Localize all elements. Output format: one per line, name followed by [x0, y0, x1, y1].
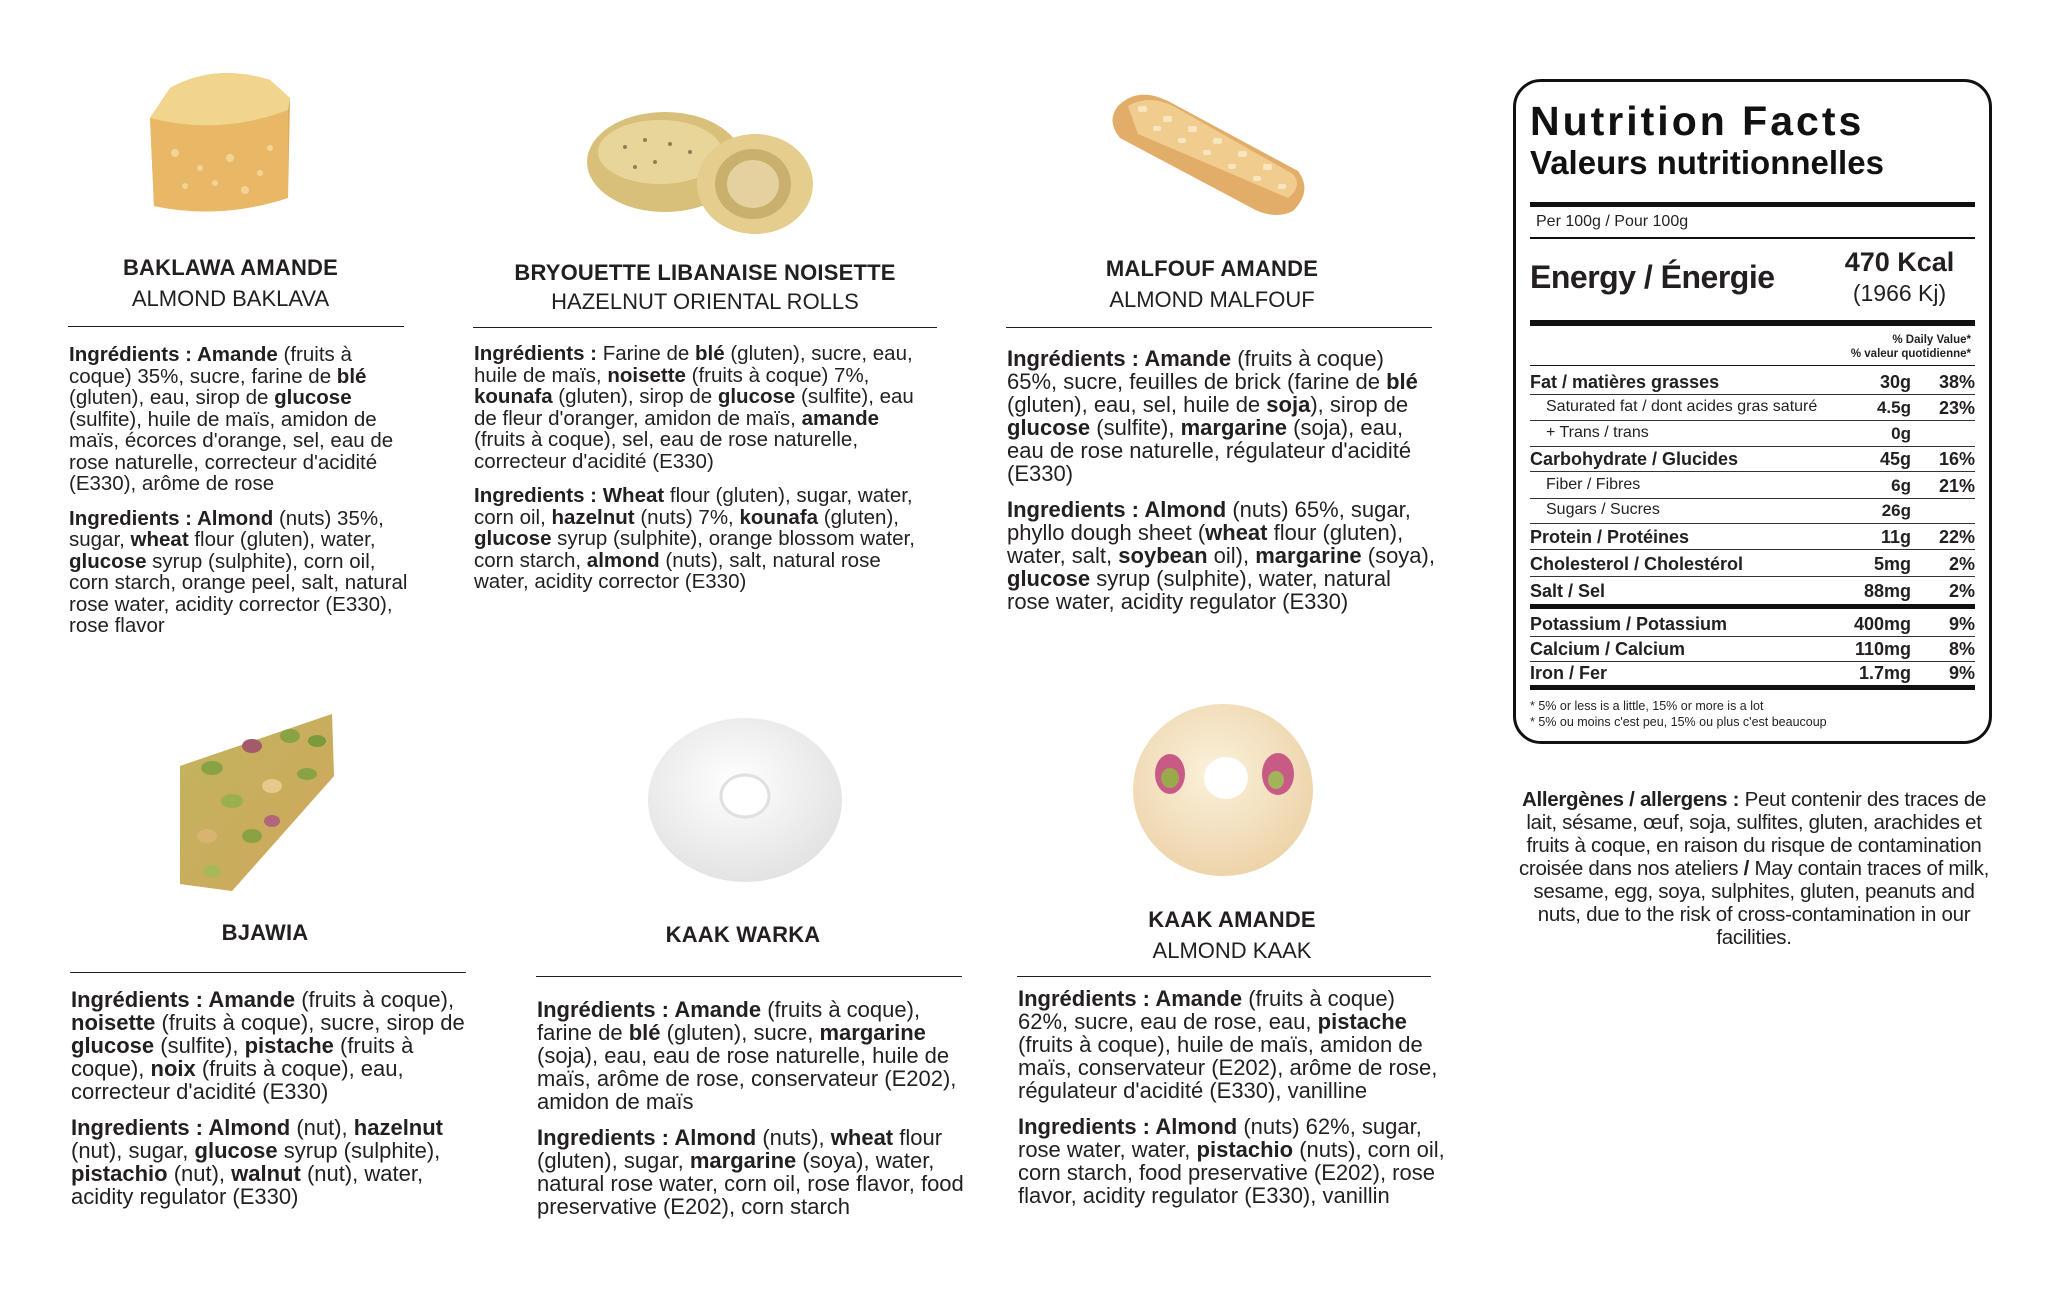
serving-size: Per 100g / Pour 100g [1536, 213, 1689, 230]
ingredient-text: (fruits à coque), farine de [537, 997, 921, 1045]
row-divider [1530, 523, 1975, 524]
divider [70, 972, 466, 973]
divider [1530, 237, 1975, 239]
ingredient-highlight: pistachio [1196, 1137, 1294, 1162]
nutrient-amount: 11g [1880, 527, 1911, 547]
divider [1530, 365, 1975, 366]
ingredient-highlight: Ingrédients : [537, 997, 675, 1022]
divider-thick [1530, 685, 1975, 690]
ingredient-highlight: amande [801, 406, 880, 430]
nutrient-amount: 110mg [1854, 639, 1911, 659]
ingredient-text: Farine de [602, 342, 696, 365]
nutrient-percent: 2% [1948, 554, 1975, 574]
footnote-en: * 5% or less is a little, 15% or more is a lot [1530, 699, 1764, 713]
ingredient-highlight: wheat [830, 1125, 894, 1150]
ingredient-text: (gluten), sirop de [552, 385, 718, 408]
nutrient-amount: 45g [1879, 449, 1911, 469]
ingredient-text: (soya), water, natural rose water, corn oil, rose flavor, food preservative (E202), corn starch [537, 1148, 964, 1219]
nutrient-amount: 30g [1879, 372, 1911, 392]
ingredient-text: (sulfite), eau de fleur d'oranger, amidon de maïs, [474, 385, 914, 430]
ingredient-highlight: noisette [607, 363, 686, 387]
ingredient-text: (fruits à coque) 62%, sucre, eau de rose, eau, [1018, 986, 1395, 1034]
ingredient-text: syrup (sulphite), [277, 1138, 441, 1163]
ingredient-text: (nuts), salt, natural rose water, acidity corrector (E330) [474, 548, 881, 593]
ingredient-text: flour (gluten), water, [188, 528, 376, 551]
product-subtitle: ALMOND MALFOUF [1109, 287, 1315, 312]
ingredient-text: (gluten), eau, sel, huile de [1007, 392, 1267, 417]
ingredient-highlight: Ingredients : Wheat [474, 484, 665, 507]
nutrient-row [1530, 552, 1975, 576]
ingredient-text: flour (gluten), water, salt, [1007, 520, 1404, 568]
ingredient-highlight: Ingredients : [71, 1115, 209, 1140]
product-subtitle: ALMOND BAKLAVA [131, 286, 330, 311]
nutrient-row [1530, 661, 1975, 685]
nutrient-percent: 22% [1938, 527, 1975, 547]
ingredient-highlight: Ingrédients : [1007, 346, 1145, 371]
ingredient-highlight: margarine [819, 1020, 926, 1045]
product-title: MALFOUF AMANDE [1105, 256, 1319, 281]
ingredient-highlight: Almond [1144, 497, 1227, 522]
ingredient-highlight: Ingrédients : [69, 343, 197, 366]
ingredients-en [474, 485, 934, 593]
daily-value-en: % Daily Value* [1892, 334, 1971, 346]
ingredient-highlight: margarine [689, 1148, 797, 1173]
nutrient-label: Iron / Fer [1530, 663, 1608, 683]
ingredient-highlight: kounafa [474, 385, 553, 408]
divider-thick [1530, 320, 1975, 326]
ingredient-text: (sulfite), [1090, 415, 1181, 440]
nutrient-amount: 88mg [1863, 581, 1911, 601]
row-divider [1530, 549, 1975, 550]
ingredient-text: (nuts), corn oil, corn starch, food preservative (E202), rose flavor, acidity regulator (E330), vanillin [1018, 1137, 1445, 1208]
ingredient-highlight: glucose [717, 385, 796, 408]
ingredient-highlight: almond [586, 548, 660, 572]
nutrient-percent: 21% [1938, 476, 1975, 496]
nutrient-row [1530, 370, 1975, 394]
ingredient-highlight: Ingredients : [1018, 1114, 1156, 1139]
product-subtitle: HAZELNUT ORIENTAL ROLLS [551, 289, 859, 314]
ingredient-highlight: pistache [244, 1033, 334, 1058]
ingredient-highlight: Almond [1155, 1114, 1238, 1139]
nutrient-percent: 23% [1938, 398, 1975, 418]
ingredient-highlight: blé [628, 1020, 661, 1045]
ingredient-text: syrup (sulphite), orange blossom water, corn starch, [474, 527, 915, 572]
product-title: KAAK AMANDE [1148, 907, 1316, 932]
nutrient-row [1530, 525, 1975, 549]
nutrient-label: Salt / Sel [1530, 581, 1606, 601]
nutrient-row [1530, 637, 1975, 661]
ingredient-text: (nut), [167, 1161, 232, 1186]
ingredients-fr [537, 998, 977, 1113]
nutrient-percent: 9% [1948, 614, 1975, 634]
divider [473, 327, 937, 328]
ingredient-text: (nuts) 35%, sugar, [69, 506, 384, 551]
ingredients-block [474, 343, 934, 606]
ingredient-highlight: glucose [194, 1138, 278, 1163]
nutrient-label: + Trans / trans [1546, 424, 1649, 441]
bryouette-image [585, 92, 825, 242]
ingredients-block [69, 344, 414, 650]
nutrient-amount: 4.5g [1876, 398, 1911, 417]
ingredient-highlight: Ingredients : [69, 506, 197, 530]
ingredient-highlight: Amande [1144, 346, 1232, 371]
ingredient-text: (nut), [290, 1115, 354, 1140]
ingredient-text: (nuts), [756, 1125, 831, 1150]
nutrient-percent: 8% [1948, 639, 1975, 659]
ingredients-block [71, 988, 471, 1221]
nutrient-amount: 5mg [1873, 554, 1911, 574]
ingredient-text: (fruits à coque) 35%, sucre, farine de [69, 343, 352, 388]
ingredient-text: (gluten), eau, sirop de [69, 386, 275, 409]
ingredient-text: (nuts) 7%, [634, 505, 740, 529]
nutrient-row [1530, 474, 1975, 498]
ingredient-highlight: noix [150, 1056, 196, 1081]
ingredients-en [1018, 1115, 1448, 1207]
divider [1006, 327, 1432, 328]
ingredients-block [537, 998, 977, 1231]
nutrient-label: Potassium / Potassium [1530, 614, 1728, 634]
ingredients-fr [1007, 347, 1437, 485]
ingredient-text: (fruits à coque), eau, correcteur d'acidité (E330) [71, 1056, 404, 1104]
allergens-label: Allergènes / allergens : [1521, 788, 1740, 811]
ingredient-text: (gluten), sucre, eau, huile de maïs, [474, 342, 913, 387]
product-title: BJAWIA [221, 920, 309, 945]
ingredients-en [71, 1116, 471, 1208]
daily-value-header [1851, 333, 1971, 361]
ingredients-fr [474, 343, 934, 472]
ingredients-fr [1018, 987, 1448, 1102]
ingredient-highlight: Almond [196, 506, 274, 530]
ingredient-highlight: Ingrédients : [71, 987, 209, 1012]
ingredient-text: (fruits à coque), sel, eau de rose naturelle, correcteur d'acidité (E330) [474, 428, 859, 473]
ingredient-highlight: Ingrédients : [1018, 986, 1156, 1011]
ingredient-text: (fruits à coque), huile de maïs, amidon de maïs, conservateur (E202), arôme de rose, régulateur d'acidité (E330), vanilline [1018, 1032, 1438, 1103]
ingredient-text: (nuts) 65%, sugar, phyllo dough sheet ( [1007, 497, 1411, 545]
ingredient-highlight: Amande [208, 987, 296, 1012]
ingredients-block [1007, 347, 1437, 626]
ingredient-highlight: glucose [69, 549, 147, 573]
nutrient-row [1530, 579, 1975, 603]
nutrient-amount: 400mg [1853, 614, 1911, 634]
baklawa-image [130, 58, 300, 226]
row-divider [1530, 420, 1975, 421]
nutrient-row [1530, 447, 1975, 471]
ingredient-highlight: blé [1386, 369, 1418, 394]
ingredient-highlight: glucose [71, 1033, 155, 1058]
nutrient-amount: 26g [1881, 501, 1911, 520]
ingredient-highlight: margarine [1180, 415, 1287, 440]
ingredient-highlight: glucose [274, 386, 352, 409]
divider-thick [1530, 202, 1975, 207]
energy-kcal: 470 Kcal [1844, 247, 1955, 277]
nutrient-percent: 16% [1938, 449, 1975, 469]
nutrient-amount: 0g [1891, 424, 1911, 443]
product-title: KAAK WARKA [665, 922, 821, 947]
ingredients-block [1018, 987, 1448, 1220]
product-title: BAKLAWA AMANDE [122, 255, 339, 280]
ingredient-text: (fruits à coque) 7%, [685, 363, 870, 387]
allergens-text-en: May contain traces of milk, sesame, egg, soya, sulphites, gluten, peanuts and nuts, due to the risk of cross-contamination in our facilities. [1533, 857, 1990, 949]
nutrient-amount: 6g [1891, 476, 1911, 495]
nutrient-row [1530, 499, 1975, 523]
malfouf-image [1098, 76, 1318, 226]
divider [536, 976, 962, 977]
divider [68, 326, 404, 327]
ingredient-highlight: hazelnut [551, 505, 635, 529]
nutrient-label: Saturated fat / dont acides gras saturé [1546, 398, 1818, 415]
row-divider [1530, 394, 1975, 395]
ingredient-text: (fruits à coque), [295, 987, 455, 1012]
allergens-separator: / [1743, 857, 1750, 880]
ingredient-highlight: glucose [1007, 415, 1091, 440]
ingredient-text: (gluten), [818, 505, 899, 529]
ingredient-text: (fruits à coque) 65%, sucre, feuilles de brick (farine de [1007, 346, 1387, 394]
nutrient-label: Cholesterol / Cholestérol [1530, 554, 1744, 574]
nutrient-percent: 2% [1948, 581, 1975, 601]
kaak-warka-image [640, 712, 850, 887]
ingredient-text: oil), [1207, 543, 1256, 568]
ingredient-highlight: kounafa [739, 505, 819, 529]
ingredient-text: (soya), [1361, 543, 1435, 568]
ingredient-text: (nuts) 62%, sugar, rose water, water, [1018, 1114, 1422, 1162]
ingredients-en [537, 1126, 977, 1218]
ingredient-highlight: Almond [208, 1115, 291, 1140]
ingredient-text: syrup (sulphite), water, natural rose water, acidity regulator (E330) [1007, 566, 1391, 614]
ingredient-highlight: Amande [674, 997, 762, 1022]
ingredient-text: (soja), eau, eau de rose naturelle, régulateur d'acidité (E330) [1007, 415, 1412, 486]
nutrient-row [1530, 422, 1975, 446]
ingredients-fr [69, 344, 414, 495]
ingredient-text: (gluten), sucre, [660, 1020, 820, 1045]
nutrient-percent: 38% [1938, 372, 1975, 392]
ingredient-highlight: blé [695, 342, 725, 365]
ingredient-highlight: Amande [196, 343, 278, 366]
nutrient-label: Protein / Protéines [1530, 527, 1690, 547]
ingredient-text: (sulfite), huile de maïs, amidon de maïs, écorces d'orange, sel, eau de rose naturelle, correcteur d'acidité (E330), arôme de rose [69, 407, 394, 495]
ingredient-text: (nut), water, acidity regulator (E330) [71, 1161, 424, 1209]
row-divider [1530, 576, 1975, 577]
ingredient-text: (nut), sugar, [71, 1138, 195, 1163]
nutrient-label: Fiber / Fibres [1546, 476, 1641, 493]
ingredient-highlight: hazelnut [353, 1115, 444, 1140]
ingredients-en [1007, 498, 1437, 613]
ingredient-text: (fruits à coque), [71, 1033, 414, 1081]
ingredient-highlight: Ingredients : [537, 1125, 675, 1150]
row-divider [1530, 471, 1975, 472]
ingredient-highlight: blé [336, 364, 367, 388]
ingredients-en [69, 508, 414, 637]
nutrition-subtitle: Valeurs nutritionnelles [1530, 144, 1884, 181]
ingredient-text: (soja), eau, eau de rose naturelle, huile de maïs, arôme de rose, conservateur (E202), amidon de maïs [537, 1043, 957, 1114]
ingredient-highlight: Almond [674, 1125, 757, 1150]
footnote-fr: * 5% ou moins c'est peu, 15% ou plus c'est beaucoup [1530, 715, 1827, 729]
ingredient-text: syrup (sulphite), corn oil, corn starch, orange peel, salt, natural rose water, acidity corrector (E330), rose flavor [69, 549, 408, 637]
product-title: BRYOUETTE LIBANAISE NOISETTE [514, 260, 896, 285]
ingredient-highlight: walnut [231, 1161, 301, 1186]
daily-value-fr: % valeur quotidienne* [1850, 348, 1971, 360]
ingredient-highlight: pistachio [71, 1161, 168, 1186]
bjawia-image [172, 706, 342, 896]
nutrient-percent: 9% [1948, 663, 1975, 683]
kaak-amande-image [1128, 700, 1318, 885]
ingredient-highlight: glucose [474, 527, 552, 550]
ingredients-fr [71, 988, 471, 1103]
ingredient-highlight: wheat [130, 528, 189, 551]
nutrient-label: Sugars / Sucres [1546, 501, 1660, 518]
ingredient-highlight: Ingrédients : [474, 342, 603, 365]
ingredient-text: ), sirop de [1310, 392, 1409, 417]
product-subtitle: ALMOND KAAK [1152, 938, 1312, 963]
ingredient-text: flour (gluten), sugar, water, corn oil, [474, 484, 913, 529]
ingredient-highlight: wheat [1205, 520, 1268, 545]
allergens-notice [1516, 788, 1992, 949]
nutrient-row [1530, 396, 1975, 420]
allergens-text-fr: Peut contenir des traces de lait, sésame, œuf, soja, sulfites, gluten, arachides et fruits à coque, en raison du risque de contamination croisée dans nos ateliers [1518, 788, 1987, 880]
nutrient-label: Carbohydrate / Glucides [1530, 449, 1739, 469]
nutrient-label: Fat / matières grasses [1530, 372, 1720, 392]
ingredient-highlight: soja [1266, 392, 1311, 417]
ingredient-text: (sulfite), [154, 1033, 245, 1058]
ingredient-text: flour (gluten), sugar, [537, 1125, 943, 1173]
ingredient-highlight: Ingredients : [1007, 497, 1145, 522]
nutrient-label: Calcium / Calcium [1530, 639, 1686, 659]
energy-kj: (1966 Kj) [1852, 280, 1947, 306]
nutrition-facts-panel [1513, 79, 1992, 744]
ingredient-highlight: margarine [1255, 543, 1362, 568]
ingredient-highlight: noisette [71, 1010, 156, 1035]
nutrition-title: Nutrition Facts [1530, 98, 1865, 144]
divider-thick [1530, 604, 1975, 609]
ingredient-highlight: pistache [1317, 1009, 1407, 1034]
divider [1017, 976, 1431, 977]
nutrient-row [1530, 612, 1975, 636]
energy-label: Energy / Énergie [1530, 259, 1775, 295]
nutrient-amount: 1.7mg [1858, 663, 1911, 683]
ingredient-highlight: soybean [1118, 543, 1208, 568]
ingredient-highlight: Amande [1155, 986, 1243, 1011]
ingredient-text: (fruits à coque), sucre, sirop de [155, 1010, 465, 1035]
ingredient-highlight: glucose [1007, 566, 1091, 591]
